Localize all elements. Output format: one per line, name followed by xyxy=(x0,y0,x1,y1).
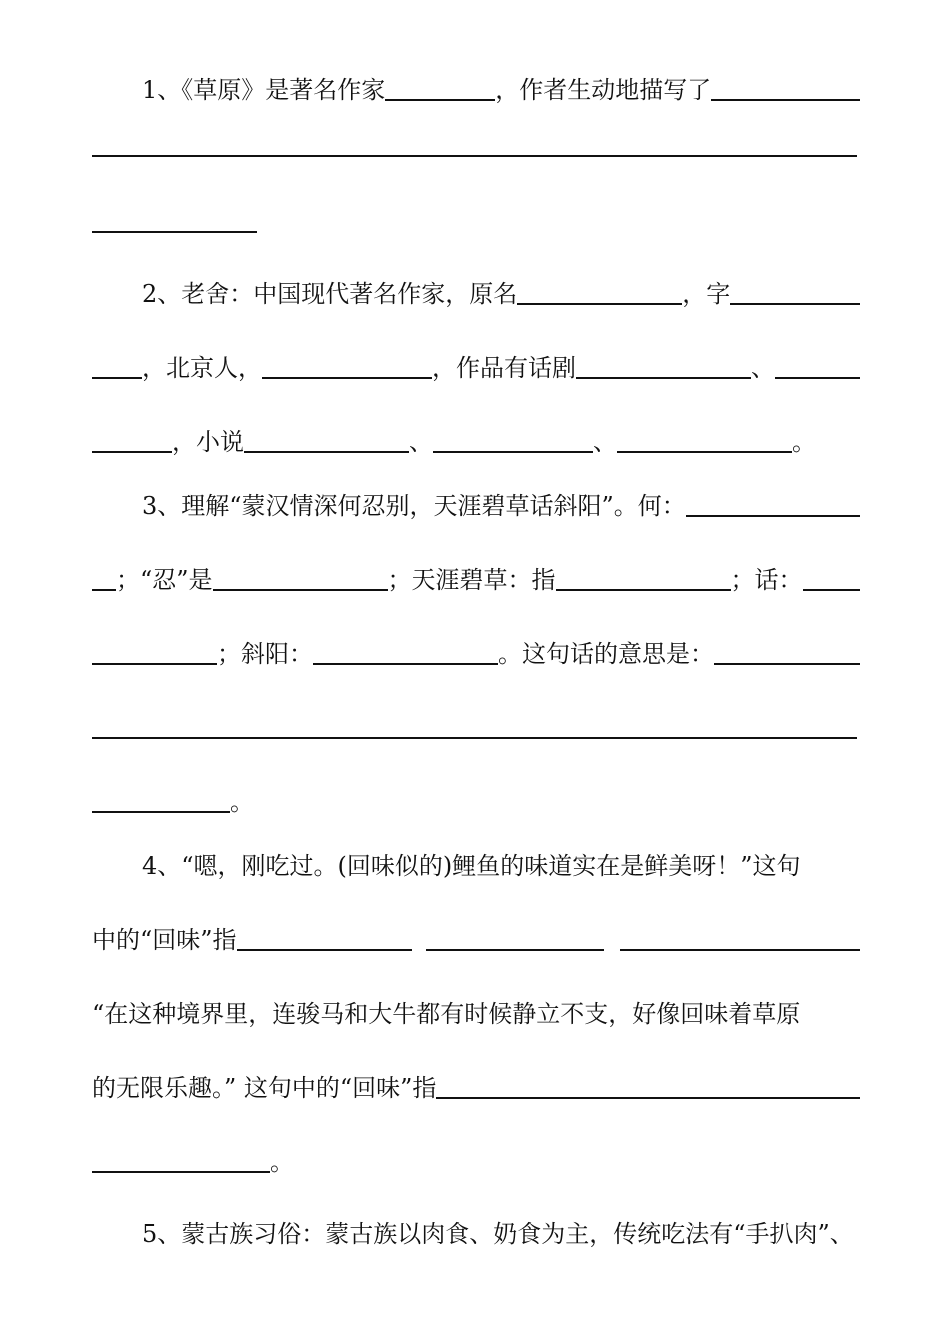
q2-blank-play-2a[interactable] xyxy=(775,377,860,379)
q2-text-f: ，小说 xyxy=(172,428,244,456)
q4-line-1 xyxy=(92,840,860,880)
q3-blank-xieyang[interactable] xyxy=(313,663,498,665)
q2-text-e: 、 xyxy=(751,354,775,382)
q3-text-b: ；“忍”是 xyxy=(116,566,213,594)
q4-blank-huiwei-1a[interactable] xyxy=(237,949,412,951)
q3-text-e: ；斜阳： xyxy=(217,640,313,668)
q3-text-f: 。这句话的意思是： xyxy=(498,640,714,668)
q4-text-b: 中的“回味”指 xyxy=(92,926,237,954)
q4-blank-huiwei-2b[interactable] xyxy=(92,1171,270,1173)
q3-blank-hua-1[interactable] xyxy=(803,589,860,591)
q4-blank-huiwei-1c[interactable] xyxy=(620,949,860,951)
q1-blank-description-1[interactable] xyxy=(711,99,860,101)
q2-text-i: 。 xyxy=(792,428,816,456)
q3-blank-hua-2[interactable] xyxy=(92,663,217,665)
q5-text-a: 5、蒙古族习俗：蒙古族以肉食、奶食为主，传统吃法有“手扒肉”、 xyxy=(142,1220,854,1248)
q3-blank-meaning-3[interactable] xyxy=(92,811,230,813)
q2-line-1 xyxy=(92,268,860,308)
q3-text-d: ；话： xyxy=(730,566,803,594)
q2-text-c: ，北京人， xyxy=(142,354,262,382)
q1-text-b: ，作者生动地描写了 xyxy=(495,76,712,104)
q4-line-2 xyxy=(92,914,860,954)
q1-blank-description-2[interactable] xyxy=(92,155,857,157)
q2-blank-novel-2[interactable] xyxy=(433,451,593,453)
q5-line-1 xyxy=(92,1208,860,1248)
q2-blank-novel-1[interactable] xyxy=(244,451,409,453)
q1-line-2 xyxy=(92,120,860,160)
q3-line-5 xyxy=(92,776,860,816)
q1-line-3 xyxy=(92,196,860,236)
q4-text-d: 的无限乐趣。” 这句中的“回味”指 xyxy=(92,1074,437,1102)
q2-blank-original-name[interactable] xyxy=(517,303,682,305)
q2-blank-courtesy-name-2[interactable] xyxy=(92,377,142,379)
q2-text-b: ，字 xyxy=(682,280,731,308)
q2-blank-novel-3[interactable] xyxy=(617,451,792,453)
q2-blank-play-1[interactable] xyxy=(576,377,751,379)
q3-blank-ren[interactable] xyxy=(213,589,388,591)
q2-blank-title[interactable] xyxy=(262,377,432,379)
q3-text-g: 。 xyxy=(230,788,254,816)
q3-line-1 xyxy=(92,480,860,520)
q3-blank-tianya[interactable] xyxy=(556,589,731,591)
q2-blank-play-2b[interactable] xyxy=(92,451,172,453)
q3-line-4 xyxy=(92,702,860,742)
q3-line-3 xyxy=(92,628,860,668)
q3-blank-he-1[interactable] xyxy=(686,515,860,517)
q3-line-2 xyxy=(92,554,860,594)
q2-blank-courtesy-name-1[interactable] xyxy=(730,303,860,305)
q3-text-c: ；天涯碧草：指 xyxy=(387,566,556,594)
q4-text-e: 。 xyxy=(270,1148,294,1176)
q4-line-5 xyxy=(92,1136,860,1176)
q2-text-h: 、 xyxy=(593,428,617,456)
q3-blank-meaning-1[interactable] xyxy=(714,663,860,665)
q4-blank-huiwei-1b[interactable] xyxy=(426,949,604,951)
q4-line-4 xyxy=(92,1062,860,1102)
q3-blank-he-2[interactable] xyxy=(92,589,116,591)
q1-text-a: 1、《草原》是著名作家 xyxy=(142,76,386,104)
q1-blank-author[interactable] xyxy=(385,99,495,101)
q2-text-g: 、 xyxy=(409,428,433,456)
q1-line-1 xyxy=(92,64,860,104)
q2-text-a: 2、老舍：中国现代著名作家，原名 xyxy=(142,280,518,308)
q2-text-d: ，作品有话剧 xyxy=(432,354,576,382)
q4-line-3 xyxy=(92,988,860,1028)
q4-text-a: 4、“嗯，刚吃过。(回味似的)鲤鱼的味道实在是鲜美呀！”这句 xyxy=(142,852,801,880)
q2-line-2 xyxy=(92,342,860,382)
q2-line-3 xyxy=(92,416,860,456)
q3-text-a: 3、理解“蒙汉情深何忍别，天涯碧草话斜阳”。何： xyxy=(142,492,686,520)
q4-text-c: “在这种境界里，连骏马和大牛都有时候静立不支，好像回味着草原 xyxy=(92,1000,801,1028)
q1-blank-description-3[interactable] xyxy=(92,231,257,233)
q4-blank-huiwei-2a[interactable] xyxy=(436,1097,860,1099)
q3-blank-meaning-2[interactable] xyxy=(92,737,857,739)
